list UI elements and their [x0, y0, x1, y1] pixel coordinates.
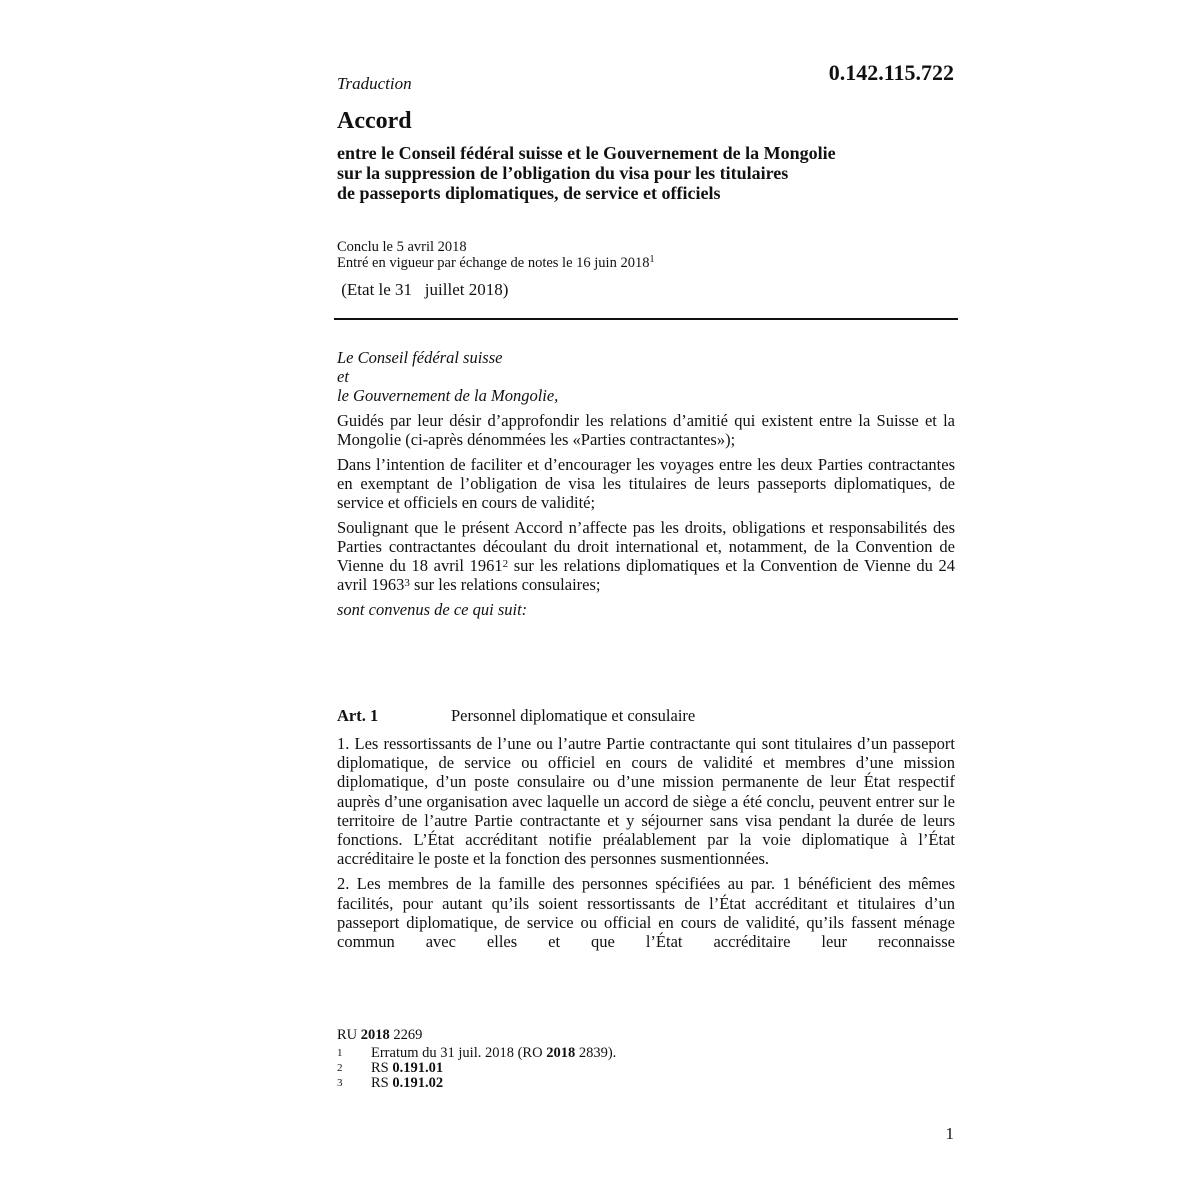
- state-date: (Etat le 31 juillet 2018): [337, 280, 509, 299]
- document-subtitle: [337, 143, 937, 203]
- article-title: Personnel diplomatique et consulaire: [451, 706, 696, 725]
- footnote-ref: 2: [502, 558, 509, 570]
- ru-reference: RU 2018 2269: [337, 1027, 423, 1043]
- article-heading: [337, 706, 695, 726]
- footnote-text: Erratum du 31 juil. 2018 (RO 2018 2839).: [371, 1045, 617, 1061]
- preamble: [337, 348, 955, 619]
- system-number: 0.142.115.722: [828, 60, 954, 85]
- footnote: [337, 1046, 616, 1061]
- footnote: [337, 1076, 616, 1091]
- footnote-text: RS 0.191.01: [371, 1060, 444, 1076]
- preamble-paragraph: Guidés par leur désir d’approfondir les relations d’amitié qui existent entre la Suisse et la Mongolie (ci-après dénommées les «Parties contractantes»);: [337, 411, 955, 449]
- document-page: [337, 0, 958, 1200]
- subtitle-line: sur la suppression de l’obligation du visa pour les titulaires: [337, 163, 789, 183]
- preamble-closing: sont convenus de ce qui suit:: [337, 600, 528, 619]
- subtitle-line: de passeports diplomatiques, de service et officiels: [337, 183, 721, 203]
- conjunction: et: [337, 367, 349, 386]
- footnote: [337, 1061, 616, 1076]
- page-number: 1: [945, 1124, 954, 1143]
- article-paragraph: 2. Les membres de la famille des personnes spécifiées au par. 1 bénéficient des mêmes facilités, pour autant qu’ils soient ressortissants de l’État accréditant et titulaires d’un passeport diplomatique, de service ou official en cours de validité, qu’ils fassent ménage commun avec elles et que l’État accréditaire leur reconnaisse: [337, 874, 955, 952]
- footnote-number: 3: [337, 1077, 343, 1089]
- footnote-number: 1: [337, 1047, 343, 1059]
- footnote-ref: 1: [649, 254, 655, 265]
- preamble-paragraph: Soulignant que le présent Accord n’affecte pas les droits, obligations et responsabilités des Parties contractantes découlant du droit international et, notamment, de la Convention de Vienne du 18 avril 1961$^2$ sur les relations diplomatiques et la Convention de Vienne du 24 avril 1963$^3$ sur les relations consulaires;: [337, 518, 955, 594]
- party-2: le Gouvernement de la Mongolie,: [337, 386, 559, 405]
- footnotes: [337, 1028, 616, 1091]
- entry-into-force: Entré en vigueur par échange de notes le 16 juin 2018$^1$: [337, 254, 655, 271]
- party-1: Le Conseil fédéral suisse: [337, 348, 503, 367]
- document-metadata: [337, 239, 654, 271]
- footnote-text: RS 0.191.02: [371, 1075, 444, 1091]
- article-paragraph: 1. Les ressortissants de l’une ou l’autre Partie contractante qui sont titulaires d’un passeport diplomatique, de service ou officiel en cours de validité et membres d’une mission diplomatique, d’un poste consulaire ou d’une mission permanente de leur État respectif auprès d’une organisation avec laquelle un accord de siège a été conclu, peuvent entrer sur le territoire de l’autre Partie contractante et y séjourner sans visa pendant la durée de leurs fonctions. L’État accréditant notifie préalablement par la voie diplomatique à l’État accréditaire le poste et la fonction des personnes susmentionnées.: [337, 734, 955, 869]
- preamble-paragraph: Dans l’intention de faciliter et d’encourager les voyages entre les deux Parties contractantes en exemptant de l’obligation de visa les titulaires de leurs passeports diplomatiques, de service et officiels en cours de validité;: [337, 455, 955, 512]
- footnote-ref: 3: [404, 577, 410, 589]
- subtitle-line: entre le Conseil fédéral suisse et le Gouvernement de la Mongolie: [337, 143, 836, 163]
- document-title: Accord: [337, 108, 412, 134]
- translation-label: Traduction: [337, 74, 412, 93]
- article-number: Art. 1: [337, 706, 379, 725]
- concluded-date: Conclu le 5 avril 2018: [337, 239, 467, 255]
- divider: [334, 318, 958, 320]
- footnote-number: 2: [337, 1062, 343, 1074]
- article-body: [337, 734, 955, 957]
